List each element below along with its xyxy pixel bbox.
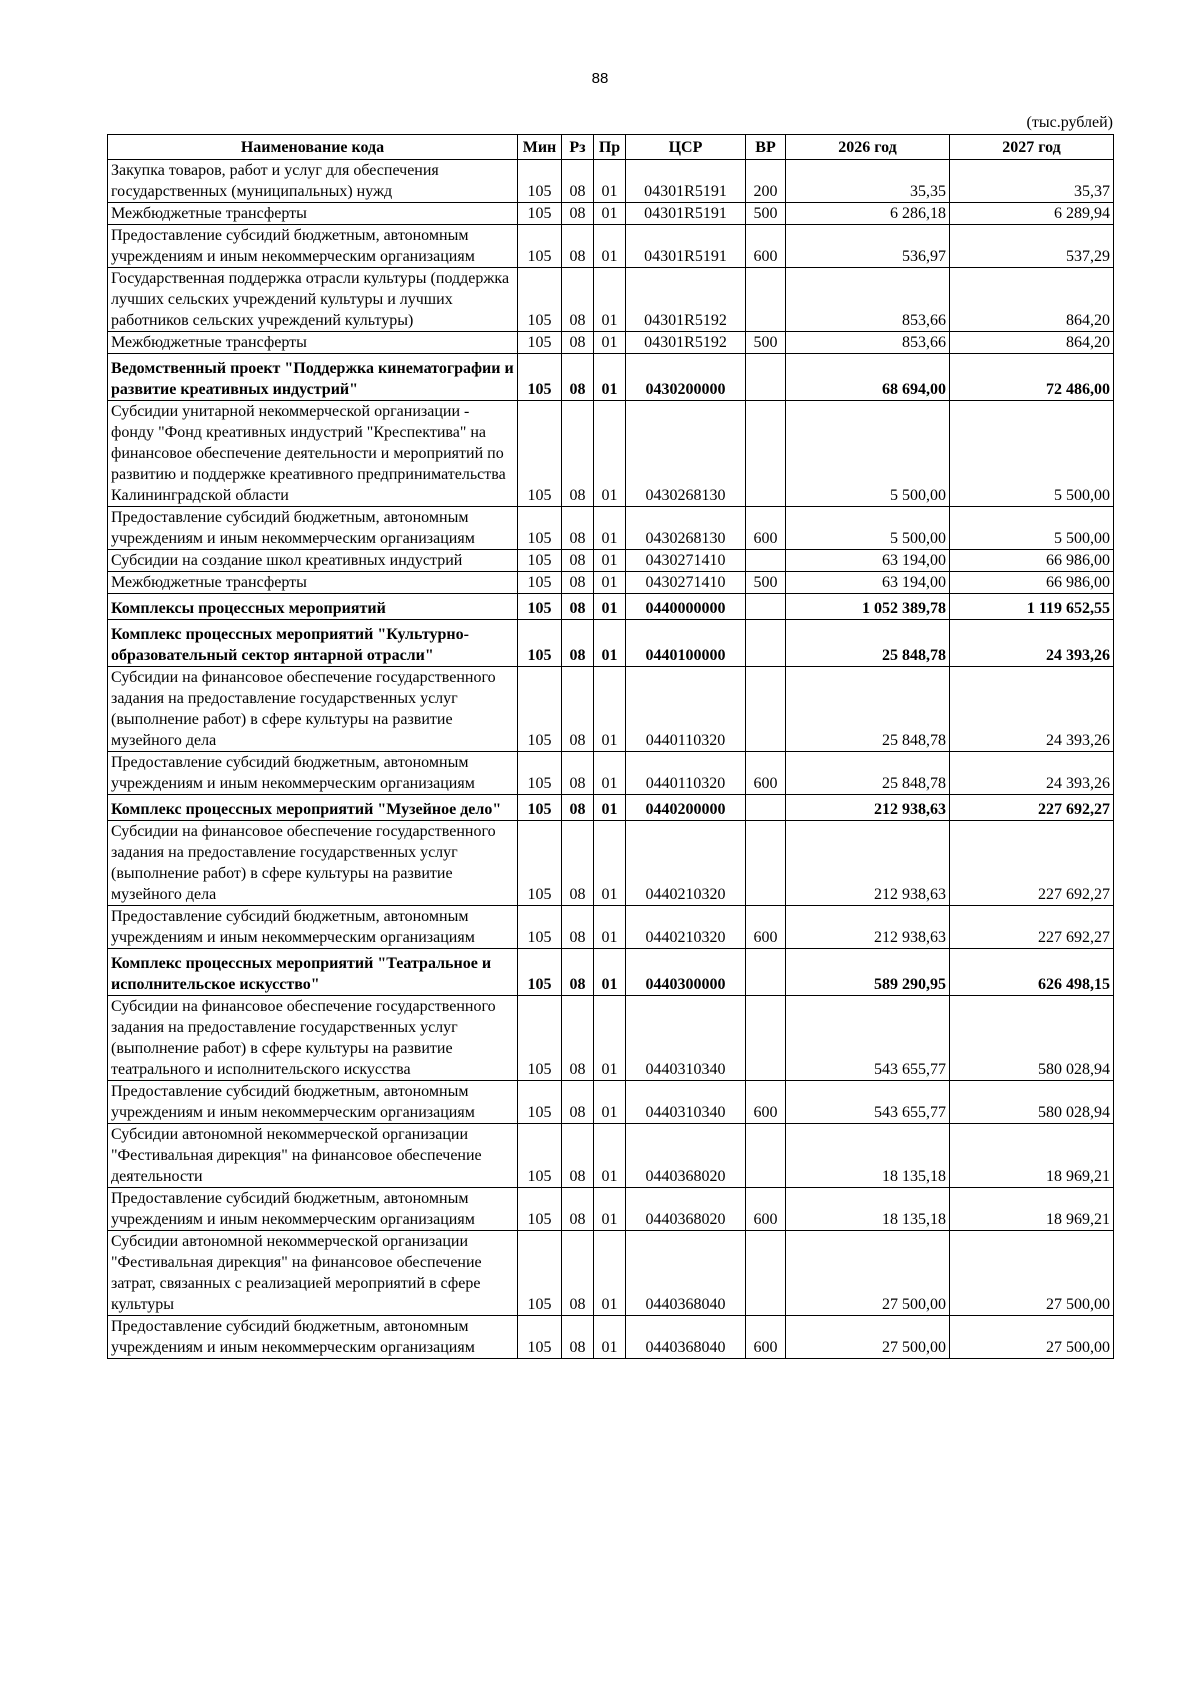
cell-2026: 212 938,63 <box>786 795 950 821</box>
cell-2027: 66 986,00 <box>950 550 1114 572</box>
cell-name: Межбюджетные трансферты <box>108 332 518 354</box>
table-row <box>108 996 1114 1081</box>
cell-vr <box>746 354 786 401</box>
cell-csr: 0430268130 <box>626 507 746 550</box>
cell-2026: 5 500,00 <box>786 507 950 550</box>
cell-min: 105 <box>518 1316 562 1359</box>
table-row <box>108 507 1114 550</box>
cell-vr: 500 <box>746 203 786 225</box>
cell-2026: 63 194,00 <box>786 550 950 572</box>
cell-2026: 63 194,00 <box>786 572 950 594</box>
cell-2026: 589 290,95 <box>786 949 950 996</box>
cell-2027: 5 500,00 <box>950 401 1114 507</box>
cell-csr: 0440368020 <box>626 1188 746 1231</box>
cell-pr: 01 <box>594 906 626 949</box>
cell-2026: 5 500,00 <box>786 401 950 507</box>
cell-pr: 01 <box>594 996 626 1081</box>
cell-csr: 04301R5191 <box>626 160 746 203</box>
cell-rz: 08 <box>562 949 594 996</box>
cell-pr: 01 <box>594 1188 626 1231</box>
budget-table <box>107 134 1114 1359</box>
cell-2027: 580 028,94 <box>950 996 1114 1081</box>
cell-pr: 01 <box>594 550 626 572</box>
table-row <box>108 203 1114 225</box>
cell-name: Субсидии на финансовое обеспечение государственного задания на предоставление государственных услуг (выполнение работ) в сфере культуры на развитие театрального и исполнительского искусства <box>108 996 518 1081</box>
cell-csr: 0440210320 <box>626 821 746 906</box>
cell-name: Предоставление субсидий бюджетным, автономным учреждениям и иным некоммерческим организациям <box>108 1081 518 1124</box>
table-row <box>108 1316 1114 1359</box>
cell-vr: 600 <box>746 1188 786 1231</box>
cell-csr: 0430271410 <box>626 572 746 594</box>
cell-csr: 0440000000 <box>626 594 746 620</box>
cell-rz: 08 <box>562 1316 594 1359</box>
cell-rz: 08 <box>562 1231 594 1316</box>
cell-csr: 0440310340 <box>626 996 746 1081</box>
cell-min: 105 <box>518 225 562 268</box>
cell-vr: 500 <box>746 572 786 594</box>
cell-min: 105 <box>518 594 562 620</box>
cell-vr <box>746 1124 786 1188</box>
cell-name: Комплекс процессных мероприятий "Театральное и исполнительское искусство" <box>108 949 518 996</box>
cell-rz: 08 <box>562 507 594 550</box>
cell-name: Субсидии унитарной некоммерческой организации - фонду "Фонд креативных индустрий "Креспектива" на финансовое обеспечение деятельности и мероприятий по развитию и поддержке креативного предпринимательства Калининградской области <box>108 401 518 507</box>
cell-2027: 227 692,27 <box>950 821 1114 906</box>
header-vr: ВР <box>746 135 786 160</box>
cell-rz: 08 <box>562 160 594 203</box>
cell-csr: 0440110320 <box>626 752 746 795</box>
cell-2026: 543 655,77 <box>786 1081 950 1124</box>
cell-min: 105 <box>518 752 562 795</box>
cell-vr: 600 <box>746 1316 786 1359</box>
cell-rz: 08 <box>562 795 594 821</box>
cell-min: 105 <box>518 949 562 996</box>
table-row <box>108 1188 1114 1231</box>
cell-csr: 0430271410 <box>626 550 746 572</box>
cell-vr <box>746 821 786 906</box>
cell-2027: 27 500,00 <box>950 1231 1114 1316</box>
cell-min: 105 <box>518 1231 562 1316</box>
cell-pr: 01 <box>594 821 626 906</box>
table-row <box>108 906 1114 949</box>
cell-name: Предоставление субсидий бюджетным, автономным учреждениям и иным некоммерческим организациям <box>108 752 518 795</box>
cell-2026: 212 938,63 <box>786 821 950 906</box>
cell-vr <box>746 996 786 1081</box>
cell-pr: 01 <box>594 795 626 821</box>
cell-name: Комплекс процессных мероприятий "Культурно-образовательный сектор янтарной отрасли" <box>108 620 518 667</box>
cell-csr: 04301R5192 <box>626 268 746 332</box>
cell-name: Закупка товаров, работ и услуг для обеспечения государственных (муниципальных) нужд <box>108 160 518 203</box>
header-2027: 2027 год <box>950 135 1114 160</box>
cell-rz: 08 <box>562 594 594 620</box>
cell-name: Государственная поддержка отрасли культуры (поддержка лучших сельских учреждений культуры и лучших работников сельских учреждений культуры) <box>108 268 518 332</box>
table-header-row <box>108 135 1114 160</box>
cell-2026: 35,35 <box>786 160 950 203</box>
table-row-section <box>108 795 1114 821</box>
header-pr: Пр <box>594 135 626 160</box>
cell-name: Межбюджетные трансферты <box>108 203 518 225</box>
cell-vr: 500 <box>746 332 786 354</box>
cell-name: Предоставление субсидий бюджетным, автономным учреждениям и иным некоммерческим организациям <box>108 906 518 949</box>
cell-name: Предоставление субсидий бюджетным, автономным учреждениям и иным некоммерческим организациям <box>108 1316 518 1359</box>
table-row <box>108 821 1114 906</box>
cell-min: 105 <box>518 507 562 550</box>
table-row <box>108 401 1114 507</box>
cell-2026: 27 500,00 <box>786 1231 950 1316</box>
cell-2026: 853,66 <box>786 268 950 332</box>
cell-csr: 0440368040 <box>626 1316 746 1359</box>
cell-name: Межбюджетные трансферты <box>108 572 518 594</box>
cell-pr: 01 <box>594 225 626 268</box>
cell-csr: 0440200000 <box>626 795 746 821</box>
cell-2027: 24 393,26 <box>950 620 1114 667</box>
cell-2026: 853,66 <box>786 332 950 354</box>
cell-name: Предоставление субсидий бюджетным, автономным учреждениям и иным некоммерческим организациям <box>108 225 518 268</box>
cell-name: Субсидии автономной некоммерческой организации "Фестивальная дирекция" на финансовое обеспечение затрат, связанных с реализацией мероприятий в сфере культуры <box>108 1231 518 1316</box>
cell-vr: 600 <box>746 507 786 550</box>
cell-min: 105 <box>518 1188 562 1231</box>
cell-rz: 08 <box>562 550 594 572</box>
cell-rz: 08 <box>562 354 594 401</box>
cell-name: Субсидии на финансовое обеспечение государственного задания на предоставление государственных услуг (выполнение работ) в сфере культуры на развитие музейного дела <box>108 667 518 752</box>
cell-name: Субсидии на финансовое обеспечение государственного задания на предоставление государственных услуг (выполнение работ) в сфере культуры на развитие музейного дела <box>108 821 518 906</box>
header-name: Наименование кода <box>108 135 518 160</box>
cell-min: 105 <box>518 203 562 225</box>
cell-min: 105 <box>518 354 562 401</box>
cell-2027: 24 393,26 <box>950 667 1114 752</box>
cell-2027: 6 289,94 <box>950 203 1114 225</box>
cell-min: 105 <box>518 821 562 906</box>
cell-pr: 01 <box>594 354 626 401</box>
cell-2026: 212 938,63 <box>786 906 950 949</box>
cell-pr: 01 <box>594 667 626 752</box>
table-row-section <box>108 949 1114 996</box>
cell-2027: 864,20 <box>950 332 1114 354</box>
table-row <box>108 1081 1114 1124</box>
cell-name: Предоставление субсидий бюджетным, автономным учреждениям и иным некоммерческим организациям <box>108 507 518 550</box>
cell-min: 105 <box>518 572 562 594</box>
cell-2026: 68 694,00 <box>786 354 950 401</box>
cell-rz: 08 <box>562 225 594 268</box>
table-row <box>108 572 1114 594</box>
cell-rz: 08 <box>562 752 594 795</box>
cell-2026: 25 848,78 <box>786 752 950 795</box>
cell-name: Субсидии на создание школ креативных индустрий <box>108 550 518 572</box>
table-row <box>108 268 1114 332</box>
cell-pr: 01 <box>594 620 626 667</box>
units-label: (тыс.рублей) <box>1026 114 1113 131</box>
cell-vr: 600 <box>746 752 786 795</box>
table-row <box>108 1231 1114 1316</box>
cell-vr <box>746 268 786 332</box>
cell-vr: 200 <box>746 160 786 203</box>
cell-min: 105 <box>518 332 562 354</box>
cell-2027: 1 119 652,55 <box>950 594 1114 620</box>
cell-2027: 227 692,27 <box>950 795 1114 821</box>
cell-vr <box>746 594 786 620</box>
cell-2026: 27 500,00 <box>786 1316 950 1359</box>
cell-csr: 0430200000 <box>626 354 746 401</box>
cell-rz: 08 <box>562 332 594 354</box>
page-number: 88 <box>591 70 609 87</box>
cell-2027: 66 986,00 <box>950 572 1114 594</box>
cell-vr: 600 <box>746 225 786 268</box>
table-row <box>108 667 1114 752</box>
cell-rz: 08 <box>562 667 594 752</box>
cell-csr: 04301R5191 <box>626 225 746 268</box>
cell-name: Комплекс процессных мероприятий "Музейное дело" <box>108 795 518 821</box>
cell-vr <box>746 949 786 996</box>
cell-min: 105 <box>518 795 562 821</box>
cell-min: 105 <box>518 268 562 332</box>
header-min: Мин <box>518 135 562 160</box>
cell-pr: 01 <box>594 752 626 795</box>
cell-2026: 543 655,77 <box>786 996 950 1081</box>
cell-rz: 08 <box>562 203 594 225</box>
cell-name: Субсидии автономной некоммерческой организации "Фестивальная дирекция" на финансовое обеспечение деятельности <box>108 1124 518 1188</box>
cell-rz: 08 <box>562 1081 594 1124</box>
cell-min: 105 <box>518 996 562 1081</box>
cell-name: Комплексы процессных мероприятий <box>108 594 518 620</box>
cell-2027: 24 393,26 <box>950 752 1114 795</box>
cell-vr <box>746 667 786 752</box>
cell-pr: 01 <box>594 949 626 996</box>
cell-csr: 0440368020 <box>626 1124 746 1188</box>
cell-2026: 25 848,78 <box>786 667 950 752</box>
table-row <box>108 1124 1114 1188</box>
table-row-section <box>108 354 1114 401</box>
cell-rz: 08 <box>562 996 594 1081</box>
cell-2027: 35,37 <box>950 160 1114 203</box>
cell-pr: 01 <box>594 1124 626 1188</box>
header-2026: 2026 год <box>786 135 950 160</box>
cell-2027: 5 500,00 <box>950 507 1114 550</box>
cell-pr: 01 <box>594 1231 626 1316</box>
cell-csr: 0440210320 <box>626 906 746 949</box>
cell-csr: 0440310340 <box>626 1081 746 1124</box>
cell-rz: 08 <box>562 620 594 667</box>
cell-pr: 01 <box>594 268 626 332</box>
cell-min: 105 <box>518 401 562 507</box>
cell-2027: 864,20 <box>950 268 1114 332</box>
cell-name: Ведомственный проект "Поддержка кинематографии и развитие креативных индустрий" <box>108 354 518 401</box>
cell-vr <box>746 550 786 572</box>
cell-csr: 0440300000 <box>626 949 746 996</box>
table-row-section <box>108 594 1114 620</box>
cell-pr: 01 <box>594 1316 626 1359</box>
cell-min: 105 <box>518 667 562 752</box>
cell-2026: 18 135,18 <box>786 1188 950 1231</box>
cell-2026: 536,97 <box>786 225 950 268</box>
cell-vr: 600 <box>746 906 786 949</box>
cell-vr <box>746 1231 786 1316</box>
cell-vr <box>746 620 786 667</box>
cell-pr: 01 <box>594 572 626 594</box>
cell-2026: 25 848,78 <box>786 620 950 667</box>
cell-rz: 08 <box>562 572 594 594</box>
cell-vr: 600 <box>746 1081 786 1124</box>
cell-2026: 6 286,18 <box>786 203 950 225</box>
cell-min: 105 <box>518 1124 562 1188</box>
cell-rz: 08 <box>562 821 594 906</box>
cell-2026: 18 135,18 <box>786 1124 950 1188</box>
cell-2027: 227 692,27 <box>950 906 1114 949</box>
cell-2027: 72 486,00 <box>950 354 1114 401</box>
cell-2027: 18 969,21 <box>950 1124 1114 1188</box>
cell-min: 105 <box>518 160 562 203</box>
cell-min: 105 <box>518 550 562 572</box>
table-row <box>108 332 1114 354</box>
cell-vr <box>746 401 786 507</box>
cell-min: 105 <box>518 906 562 949</box>
cell-rz: 08 <box>562 906 594 949</box>
cell-rz: 08 <box>562 1188 594 1231</box>
cell-2026: 1 052 389,78 <box>786 594 950 620</box>
cell-2027: 580 028,94 <box>950 1081 1114 1124</box>
header-rz: Рз <box>562 135 594 160</box>
cell-min: 105 <box>518 1081 562 1124</box>
cell-pr: 01 <box>594 160 626 203</box>
cell-2027: 537,29 <box>950 225 1114 268</box>
cell-csr: 0440368040 <box>626 1231 746 1316</box>
table-row <box>108 550 1114 572</box>
cell-2027: 626 498,15 <box>950 949 1114 996</box>
cell-pr: 01 <box>594 1081 626 1124</box>
cell-pr: 01 <box>594 332 626 354</box>
cell-vr <box>746 795 786 821</box>
cell-csr: 0440110320 <box>626 667 746 752</box>
table-row-section <box>108 620 1114 667</box>
table-row <box>108 752 1114 795</box>
cell-rz: 08 <box>562 268 594 332</box>
cell-pr: 01 <box>594 507 626 550</box>
cell-rz: 08 <box>562 1124 594 1188</box>
table-row <box>108 160 1114 203</box>
cell-csr: 04301R5192 <box>626 332 746 354</box>
cell-name: Предоставление субсидий бюджетным, автономным учреждениям и иным некоммерческим организациям <box>108 1188 518 1231</box>
cell-pr: 01 <box>594 594 626 620</box>
header-csr: ЦСР <box>626 135 746 160</box>
cell-csr: 0430268130 <box>626 401 746 507</box>
cell-csr: 0440100000 <box>626 620 746 667</box>
cell-pr: 01 <box>594 401 626 507</box>
cell-csr: 04301R5191 <box>626 203 746 225</box>
cell-rz: 08 <box>562 401 594 507</box>
cell-min: 105 <box>518 620 562 667</box>
cell-2027: 18 969,21 <box>950 1188 1114 1231</box>
cell-2027: 27 500,00 <box>950 1316 1114 1359</box>
table-row <box>108 225 1114 268</box>
cell-pr: 01 <box>594 203 626 225</box>
